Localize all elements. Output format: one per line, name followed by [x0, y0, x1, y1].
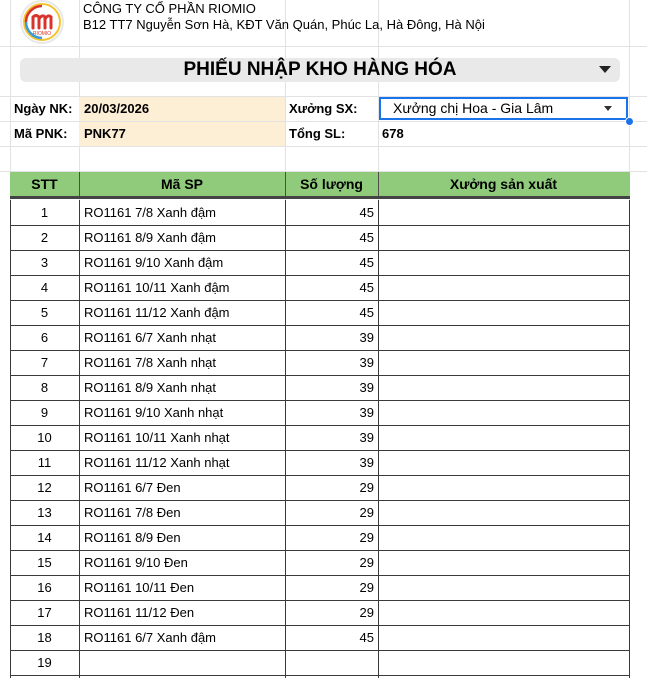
total-value: 678 [382, 126, 404, 141]
row-border [10, 675, 630, 676]
row-quantity[interactable]: 29 [359, 530, 374, 545]
row-border [10, 450, 630, 451]
row-quantity[interactable]: 39 [359, 355, 374, 370]
row-stt[interactable]: 10 [37, 430, 52, 445]
row-sku[interactable]: RO1161 9/10 Đen [84, 555, 188, 570]
row-sku[interactable]: RO1161 10/11 Xanh đậm [84, 280, 230, 295]
header-divider [79, 172, 80, 196]
row-quantity[interactable]: 39 [359, 330, 374, 345]
row-stt[interactable]: 16 [37, 580, 52, 595]
row-border [10, 625, 630, 626]
row-stt[interactable]: 17 [37, 605, 52, 620]
row-sku[interactable]: RO1161 6/7 Xanh nhạt [84, 330, 217, 345]
header-divider [378, 172, 379, 196]
workshop-label: Xưởng SX: [289, 101, 358, 116]
selection-handle[interactable] [625, 117, 634, 126]
row-border [10, 575, 630, 576]
row-border [10, 600, 630, 601]
company-name: CÔNG TY CỔ PHẦN RIOMIO [83, 1, 256, 16]
row-stt[interactable]: 11 [37, 455, 52, 470]
row-stt[interactable]: 8 [40, 380, 49, 395]
row-sku[interactable]: RO1161 7/8 Đen [84, 505, 181, 520]
page-title: PHIẾU NHẬP KHO HÀNG HÓA [183, 59, 457, 80]
row-stt[interactable]: 5 [40, 305, 49, 320]
row-quantity[interactable]: 29 [359, 480, 374, 495]
caret-down-icon[interactable] [599, 66, 611, 73]
header-stt[interactable]: STT [31, 176, 58, 192]
row-stt[interactable]: 12 [37, 480, 52, 495]
code-label: Mã PNK: [14, 126, 68, 141]
row-stt[interactable]: 14 [37, 530, 52, 545]
row-quantity[interactable]: 39 [359, 430, 374, 445]
row-quantity[interactable]: 29 [359, 505, 374, 520]
row-stt[interactable]: 4 [40, 280, 49, 295]
row-quantity[interactable]: 45 [359, 630, 374, 645]
row-sku[interactable]: RO1161 11/12 Đen [84, 605, 195, 620]
row-sku[interactable]: RO1161 11/12 Xanh đậm [84, 305, 230, 320]
row-sku[interactable]: RO1161 6/7 Đen [84, 480, 181, 495]
row-border [10, 275, 630, 276]
row-sku[interactable]: RO1161 9/10 Xanh nhạt [84, 405, 224, 420]
logo-text: RIOMIO [32, 31, 52, 37]
row-stt[interactable]: 9 [40, 405, 49, 420]
row-quantity[interactable]: 45 [359, 255, 374, 270]
row-border [10, 375, 630, 376]
row-quantity[interactable]: 45 [359, 280, 374, 295]
row-quantity[interactable]: 45 [359, 305, 374, 320]
code-value[interactable]: PNK77 [84, 126, 126, 141]
total-label: Tổng SL: [289, 126, 346, 141]
row-stt[interactable]: 1 [40, 205, 49, 220]
row-stt[interactable]: 13 [37, 505, 52, 520]
row-sku[interactable]: RO1161 8/9 Đen [84, 530, 181, 545]
row-sku[interactable]: RO1161 7/8 Xanh đậm [84, 205, 217, 220]
row-sku[interactable]: RO1161 9/10 Xanh đậm [84, 255, 224, 270]
row-sku[interactable]: RO1161 7/8 Xanh nhạt [84, 355, 217, 370]
column-border [629, 200, 630, 678]
row-border [10, 525, 630, 526]
row-border [10, 650, 630, 651]
header-workshop[interactable]: Xưởng sản xuất [449, 176, 558, 192]
row-sku[interactable]: RO1161 10/11 Xanh nhạt [84, 430, 230, 445]
row-border [10, 300, 630, 301]
row-border [10, 350, 630, 351]
row-quantity[interactable]: 45 [359, 230, 374, 245]
row-stt[interactable]: 6 [40, 330, 49, 345]
header-divider [285, 172, 286, 196]
column-border [378, 200, 379, 678]
row-stt[interactable]: 3 [40, 255, 49, 270]
row-stt[interactable]: 18 [37, 630, 52, 645]
row-stt[interactable]: 2 [40, 230, 49, 245]
row-sku[interactable]: RO1161 10/11 Đen [84, 580, 195, 595]
row-border [10, 400, 630, 401]
header-bottom-border [10, 196, 630, 199]
company-logo [22, 2, 62, 42]
row-stt[interactable]: 19 [37, 655, 52, 670]
row-sku[interactable]: RO1161 11/12 Xanh nhạt [84, 455, 230, 470]
row-stt[interactable]: 7 [40, 355, 49, 370]
row-quantity[interactable]: 29 [359, 555, 374, 570]
row-border [10, 475, 630, 476]
row-stt[interactable]: 15 [37, 555, 52, 570]
row-quantity[interactable]: 39 [359, 455, 374, 470]
company-address: B12 TT7 Nguyễn Sơn Hà, KĐT Văn Quán, Phúc La, Hà Đông, Hà Nội [83, 17, 485, 32]
row-sku[interactable]: RO1161 6/7 Xanh đậm [84, 630, 217, 645]
row-border [10, 550, 630, 551]
header-sku[interactable]: Mã SP [160, 176, 203, 192]
header-quantity[interactable]: Số lượng [300, 176, 363, 192]
column-border [79, 200, 80, 678]
row-border [10, 250, 630, 251]
row-quantity[interactable]: 45 [359, 205, 374, 220]
workshop-value[interactable]: Xưởng chị Hoa - Gia Lâm [393, 100, 554, 116]
date-value[interactable]: 20/03/2026 [84, 101, 150, 116]
row-quantity[interactable]: 29 [359, 580, 374, 595]
row-border [10, 500, 630, 501]
row-quantity[interactable]: 29 [359, 605, 374, 620]
row-border [10, 425, 630, 426]
row-sku[interactable]: RO1161 8/9 Xanh nhạt [84, 380, 217, 395]
row-border [10, 325, 630, 326]
row-quantity[interactable]: 39 [359, 405, 374, 420]
date-label: Ngày NK: [14, 101, 73, 116]
row-sku[interactable]: RO1161 8/9 Xanh đậm [84, 230, 217, 245]
caret-down-icon[interactable] [604, 106, 612, 111]
row-quantity[interactable]: 39 [359, 380, 374, 395]
row-border [10, 225, 630, 226]
